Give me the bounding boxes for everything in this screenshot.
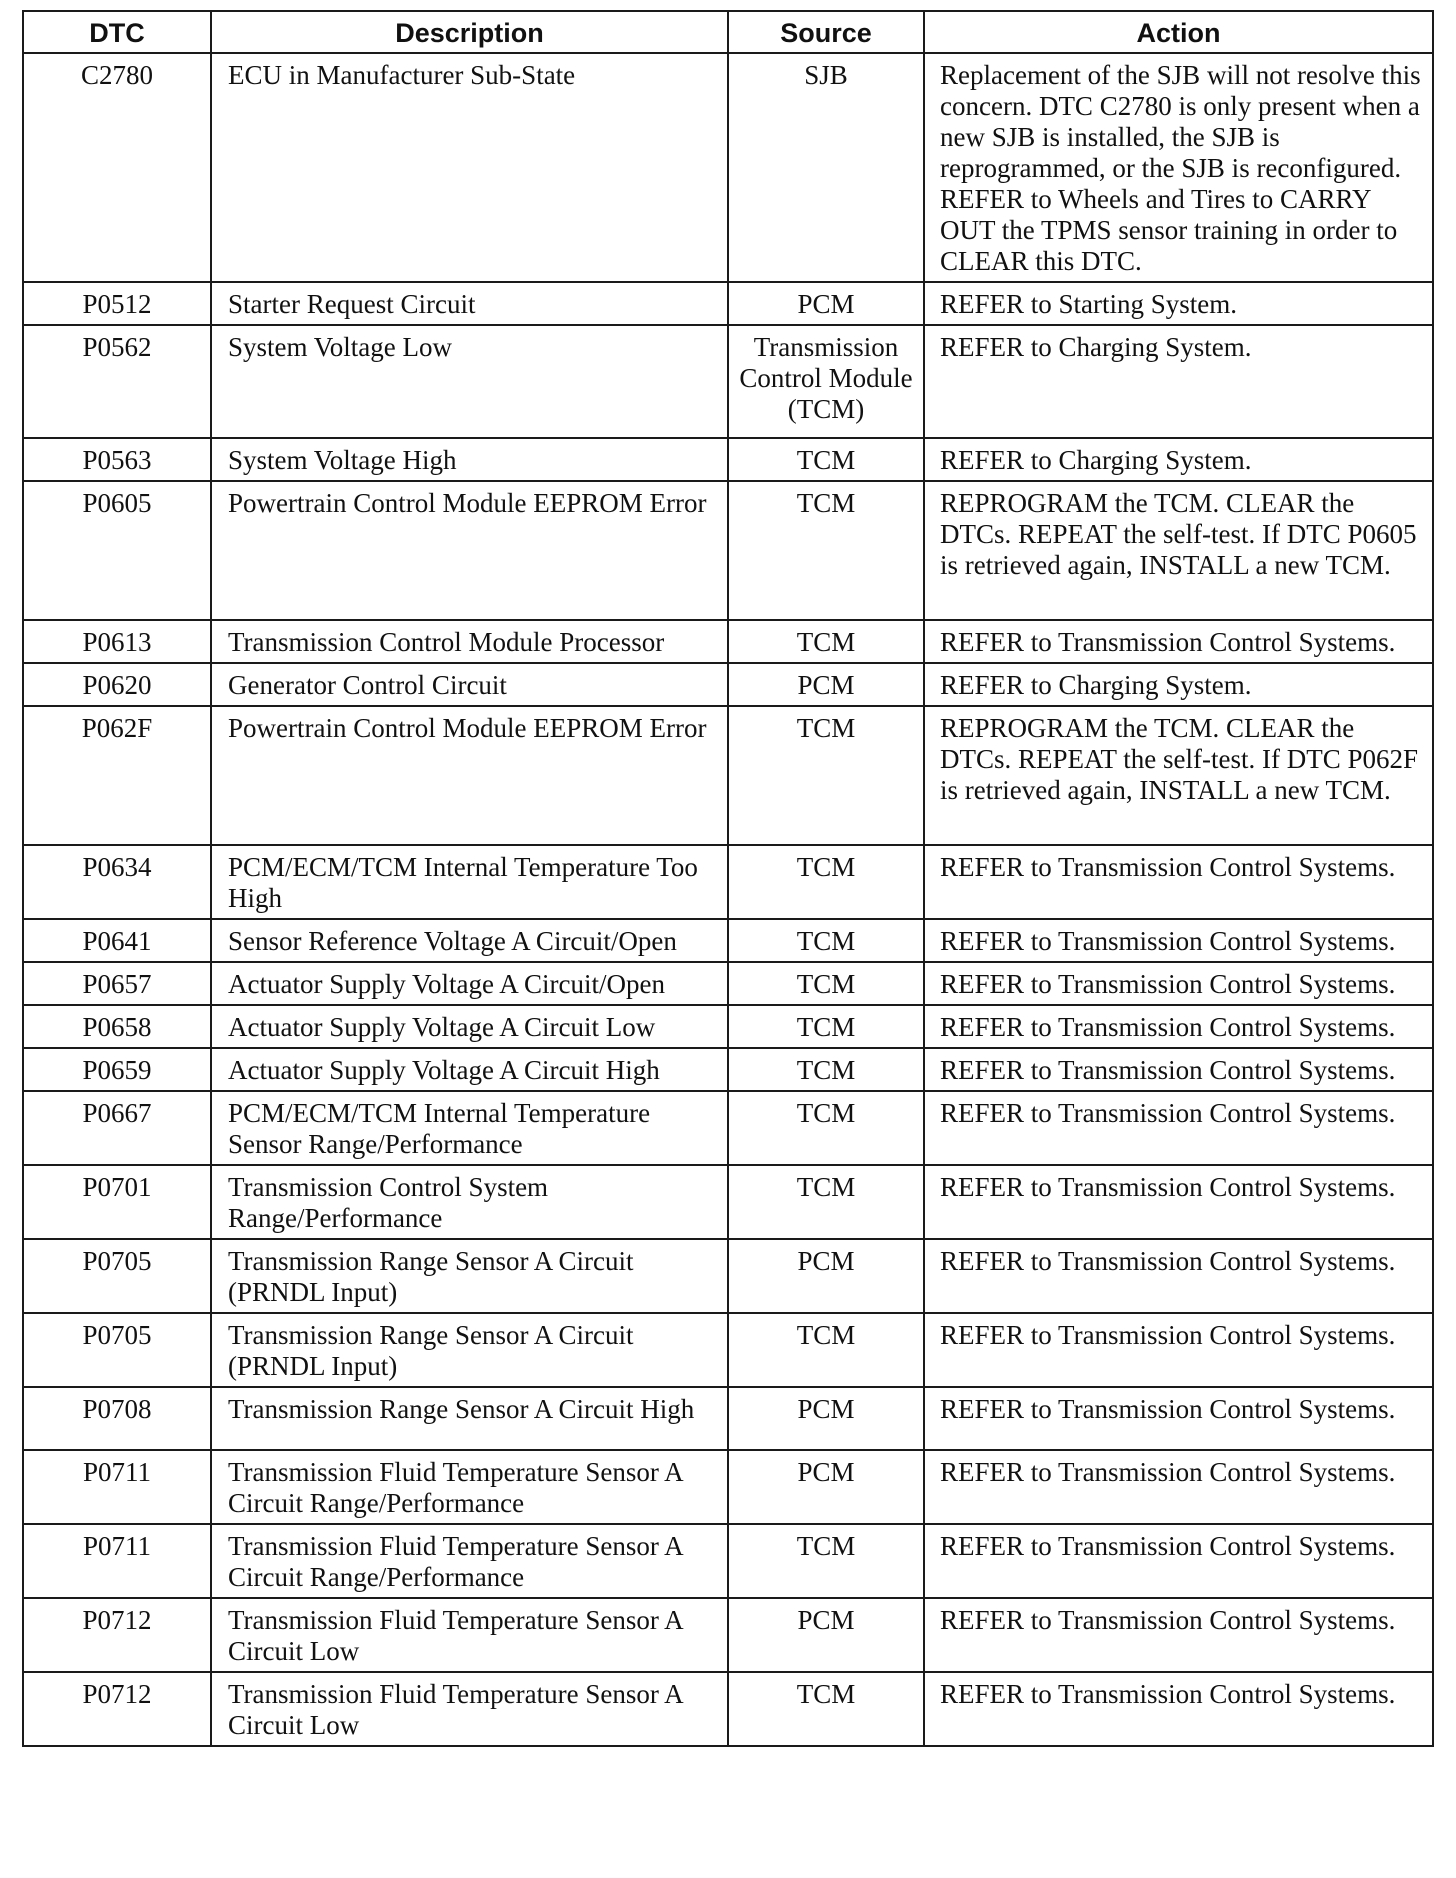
cell-source: PCM [728, 1387, 924, 1450]
cell-dtc: P0634 [23, 845, 211, 919]
cell-action: REFER to Transmission Control Systems. [924, 962, 1433, 1005]
cell-dtc: P0711 [23, 1524, 211, 1598]
cell-dtc: P0712 [23, 1598, 211, 1672]
cell-action: REFER to Transmission Control Systems. [924, 1672, 1433, 1746]
cell-action: REFER to Transmission Control Systems. [924, 1165, 1433, 1239]
cell-dtc: P0705 [23, 1239, 211, 1313]
cell-source: PCM [728, 1450, 924, 1524]
cell-action: REPROGRAM the TCM. CLEAR the DTCs. REPEAT the self-test. If DTC P062F is retrieved again, INSTALL a new TCM. [924, 706, 1433, 845]
header-description: Description [211, 11, 728, 53]
cell-description: Generator Control Circuit [211, 663, 728, 706]
table-header [23, 11, 1433, 53]
cell-action: REFER to Transmission Control Systems. [924, 1598, 1433, 1672]
cell-description: ECU in Manufacturer Sub-State [211, 53, 728, 282]
cell-source: TCM [728, 1005, 924, 1048]
table-row [23, 1091, 1433, 1165]
cell-source: PCM [728, 663, 924, 706]
table-row [23, 1165, 1433, 1239]
dtc-table [22, 10, 1434, 1747]
table-row [23, 1239, 1433, 1313]
cell-description: System Voltage Low [211, 325, 728, 438]
header-source: Source [728, 11, 924, 53]
cell-action: REFER to Starting System. [924, 282, 1433, 325]
cell-action: REFER to Charging System. [924, 325, 1433, 438]
cell-dtc: C2780 [23, 53, 211, 282]
cell-source: TCM [728, 438, 924, 481]
cell-description: System Voltage High [211, 438, 728, 481]
cell-dtc: P0705 [23, 1313, 211, 1387]
cell-dtc: P0712 [23, 1672, 211, 1746]
cell-source: Transmission Control Module (TCM) [728, 325, 924, 438]
cell-action: REFER to Transmission Control Systems. [924, 620, 1433, 663]
table-row [23, 1048, 1433, 1091]
cell-action: REFER to Transmission Control Systems. [924, 1239, 1433, 1313]
cell-source: TCM [728, 620, 924, 663]
table-body [23, 53, 1433, 1746]
cell-action: REFER to Charging System. [924, 663, 1433, 706]
cell-source: TCM [728, 706, 924, 845]
cell-description: Transmission Fluid Temperature Sensor A Circuit Low [211, 1672, 728, 1746]
table-row [23, 1313, 1433, 1387]
cell-description: Transmission Control Module Processor [211, 620, 728, 663]
cell-description: Transmission Range Sensor A Circuit High [211, 1387, 728, 1450]
cell-source: TCM [728, 919, 924, 962]
cell-dtc: P062F [23, 706, 211, 845]
table-row [23, 481, 1433, 620]
cell-dtc: P0512 [23, 282, 211, 325]
table-row [23, 845, 1433, 919]
cell-description: Actuator Supply Voltage A Circuit Low [211, 1005, 728, 1048]
cell-dtc: P0659 [23, 1048, 211, 1091]
cell-source: TCM [728, 1672, 924, 1746]
table-row [23, 282, 1433, 325]
header-action: Action [924, 11, 1433, 53]
table-row [23, 962, 1433, 1005]
table-row [23, 919, 1433, 962]
cell-source: TCM [728, 1165, 924, 1239]
cell-action: REFER to Transmission Control Systems. [924, 1313, 1433, 1387]
cell-description: Actuator Supply Voltage A Circuit/Open [211, 962, 728, 1005]
cell-description: Transmission Range Sensor A Circuit (PRNDL Input) [211, 1239, 728, 1313]
header-row [23, 11, 1433, 53]
cell-source: PCM [728, 282, 924, 325]
cell-source: TCM [728, 845, 924, 919]
table-row [23, 325, 1433, 438]
cell-dtc: P0620 [23, 663, 211, 706]
cell-dtc: P0658 [23, 1005, 211, 1048]
cell-source: TCM [728, 481, 924, 620]
table-row [23, 1672, 1433, 1746]
cell-source: TCM [728, 1524, 924, 1598]
cell-action: REFER to Transmission Control Systems. [924, 919, 1433, 962]
cell-dtc: P0708 [23, 1387, 211, 1450]
cell-action: REFER to Transmission Control Systems. [924, 1524, 1433, 1598]
cell-action: REFER to Transmission Control Systems. [924, 1048, 1433, 1091]
cell-action: REFER to Transmission Control Systems. [924, 1450, 1433, 1524]
cell-description: Transmission Fluid Temperature Sensor A Circuit Range/Performance [211, 1450, 728, 1524]
cell-source: TCM [728, 1048, 924, 1091]
cell-action: REFER to Transmission Control Systems. [924, 1091, 1433, 1165]
cell-source: TCM [728, 1313, 924, 1387]
cell-description: PCM/ECM/TCM Internal Temperature Too High [211, 845, 728, 919]
cell-description: PCM/ECM/TCM Internal Temperature Sensor Range/Performance [211, 1091, 728, 1165]
cell-description: Starter Request Circuit [211, 282, 728, 325]
cell-source: TCM [728, 962, 924, 1005]
cell-source: SJB [728, 53, 924, 282]
table-row [23, 1524, 1433, 1598]
header-dtc: DTC [23, 11, 211, 53]
cell-dtc: P0711 [23, 1450, 211, 1524]
cell-action: REFER to Charging System. [924, 438, 1433, 481]
table-row [23, 706, 1433, 845]
cell-description: Sensor Reference Voltage A Circuit/Open [211, 919, 728, 962]
table-row [23, 663, 1433, 706]
cell-source: PCM [728, 1598, 924, 1672]
cell-description: Transmission Range Sensor A Circuit (PRNDL Input) [211, 1313, 728, 1387]
table-row [23, 1450, 1433, 1524]
cell-dtc: P0701 [23, 1165, 211, 1239]
cell-description: Powertrain Control Module EEPROM Error [211, 481, 728, 620]
table-row [23, 438, 1433, 481]
cell-description: Actuator Supply Voltage A Circuit High [211, 1048, 728, 1091]
cell-action: REFER to Transmission Control Systems. [924, 1005, 1433, 1048]
cell-dtc: P0562 [23, 325, 211, 438]
table-row [23, 53, 1433, 282]
cell-source: PCM [728, 1239, 924, 1313]
table-row [23, 1387, 1433, 1450]
table-row [23, 620, 1433, 663]
table-row [23, 1005, 1433, 1048]
cell-dtc: P0641 [23, 919, 211, 962]
cell-dtc: P0667 [23, 1091, 211, 1165]
cell-description: Transmission Fluid Temperature Sensor A Circuit Range/Performance [211, 1524, 728, 1598]
cell-description: Transmission Fluid Temperature Sensor A Circuit Low [211, 1598, 728, 1672]
cell-description: Transmission Control System Range/Performance [211, 1165, 728, 1239]
table-row [23, 1598, 1433, 1672]
cell-source: TCM [728, 1091, 924, 1165]
cell-description: Powertrain Control Module EEPROM Error [211, 706, 728, 845]
cell-action: REFER to Transmission Control Systems. [924, 1387, 1433, 1450]
cell-dtc: P0657 [23, 962, 211, 1005]
cell-action: Replacement of the SJB will not resolve this concern. DTC C2780 is only present when a new SJB is installed, the SJB is reprogrammed, or the SJB is reconfigured. REFER to Wheels and Tires to CARRY OUT the TPMS sensor training in order to CLEAR this DTC. [924, 53, 1433, 282]
cell-action: REPROGRAM the TCM. CLEAR the DTCs. REPEAT the self-test. If DTC P0605 is retrieved again, INSTALL a new TCM. [924, 481, 1433, 620]
cell-dtc: P0605 [23, 481, 211, 620]
cell-dtc: P0613 [23, 620, 211, 663]
cell-action: REFER to Transmission Control Systems. [924, 845, 1433, 919]
cell-dtc: P0563 [23, 438, 211, 481]
